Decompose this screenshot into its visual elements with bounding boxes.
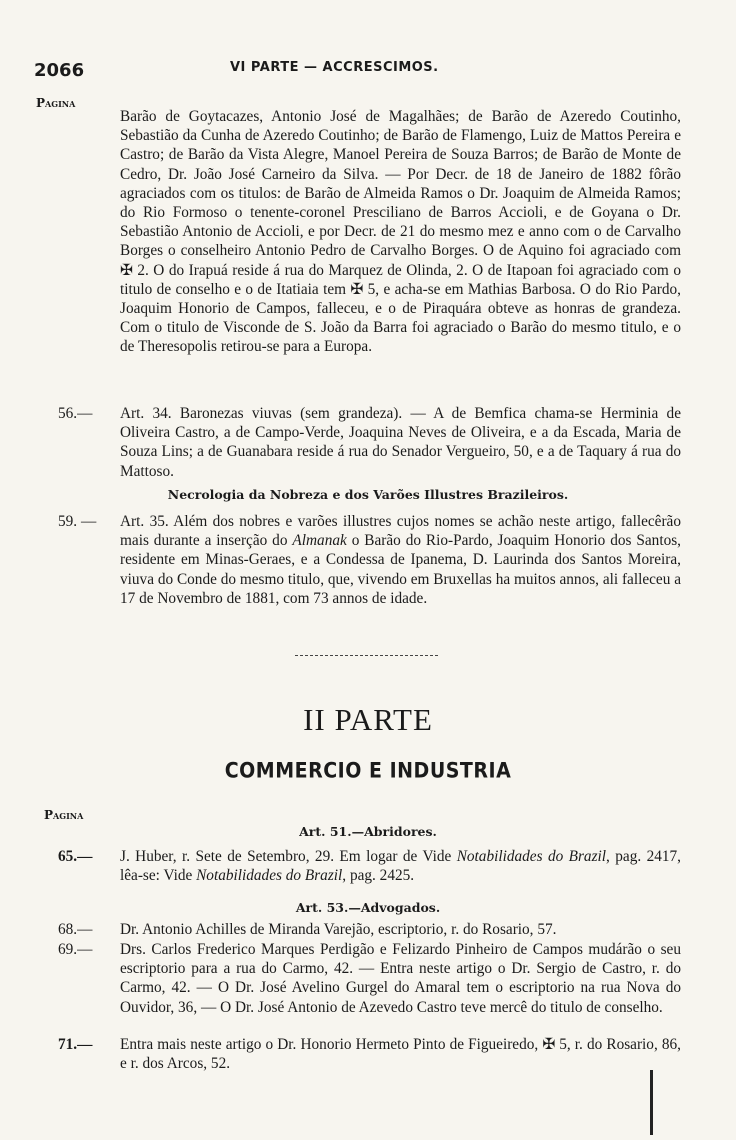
entry-65 [58,847,681,885]
necrologia-heading: Necrologia da Nobreza e dos Varões Illustres Brazileiros. [167,487,569,502]
section-divider [295,655,438,656]
entry-59 [58,512,681,608]
pagina-label: Pagina [36,96,76,110]
almanak-title: Almanak [292,532,347,550]
entry-number: 56.— [58,405,93,422]
art-heading-text: Art. 53.—Advogados. [295,900,441,915]
entry-text [120,847,681,885]
page-number: 2066 [34,60,85,81]
entry-number: 68.— [58,921,93,938]
text-segment: , pag. 2425. [342,867,415,885]
entry-71 [58,1035,681,1073]
ink-mark [650,1070,653,1135]
baroes-paragraph: Barão de Goytacazes, Antonio José de Magalhães; de Barão de Azeredo Coutinho, Sebastião da Cunha de Azeredo Coutinho; de Barão de Flamengo, Luiz de Mattos Pereira e Castro; de Barão da Vista Alegre, Manoel Pereira de Souza Barros; de Barão de Monte de Cedro, Dr. João José Carneiro da Silva. — Por Decr. de 18 de Janeiro de 1882 fôrão agraciados com os titulos: de Barão de Almeida Ramos o Dr. Joaquim de Almeida Ramos; do Rio Formoso o tenente-coronel Presciliano de Barros Accioli, e de Goyana o Dr. Sebastião Antonio de Accioli, e por Decr. de 21 do mesmo mez e anno com o de Carvalho Borges o conselheiro Antonio Pedro de Carvalho Borges. O de Aquino foi agraciado com ✠ 2. O do Irapuá reside á rua do Marquez de Olinda, 2. O de Itapoan foi agraciado com o titulo de conselho e o de Itatiaia tem ✠ 5, e acha-se em Mathias Barbosa. O do Rio Pardo, Joaquim Honorio de Campos, falleceu, e o de Piraquára obteve as honras de grandeza. Com o titulo de Visconde de S. João da Barra foi agraciado o Barão do mesmo titulo, e o de Theresopolis retirou-se para a Europa. [120,108,681,356]
text-segment: J. Huber, r. Sete de Setembro, 29. Em logar de Vide [120,848,457,865]
pagina-label-2: Pagina [44,808,84,822]
entry-text: Drs. Carlos Frederico Marques Perdigão e Felizardo Pinheiro de Campos mudárão o seu escriptorio para a rua do Carmo, 42. — Entra neste artigo o Dr. Sergio de Castro, r. do Carmo, 42. — O Dr. José Avelino Gurgel do Amaral tem o escriptorio na rua Nova do Ouvidor, 36, — O Dr. José Antonio de Azevedo Castro teve mercê do titulo de conselho. [120,941,681,1016]
running-head: VI PARTE — ACCRESCIMOS. [230,60,439,75]
entry-number: 65.— [58,848,93,865]
entry-text: Art. 34. Baronezas viuvas (sem grandeza). — A de Bemfica chama-se Herminia de Oliveira Castro, a de Campo-Verde, Joaquina Neves de Oliveira, e a da Escada, Maria de Souza Lins; a de Guanabara reside á rua do Senador Vergueiro, 50, e a de Taquary á rua do Mattoso. [120,405,681,480]
entry-56 [58,404,681,481]
book-title: Notabilidades do Brazil [456,848,607,865]
book-title: Notabilidades do Brazil [196,867,343,885]
entry-text: Dr. Antonio Achilles de Miranda Varejão, escriptorio, r. do Rosario, 57. [120,921,557,938]
text-segment: , pag. 2417, lêa-se: Vide [120,848,682,885]
art-51-heading [0,824,736,840]
entry-text: Entra mais neste artigo o Dr. Honorio Hermeto Pinto de Figueiredo, ✠ 5, r. do Rosario, 86, e r. dos Arcos, 52. [120,1036,681,1073]
entry-69 [58,940,681,1017]
art-heading-text: Art. 51.—Abridores. [299,824,437,839]
entry-number: 71.— [58,1036,93,1053]
section-title: COMMERCIO E INDUSTRIA [224,758,512,784]
part-title: II PARTE [303,702,433,737]
text-segment: o Barão do Rio-Pardo, Joaquim Honorio dos Santos, residente em Minas-Geraes, e a Condessa de Ipanema, D. Laurinda dos Santos Moreira, viuva do Conde do mesmo titulo, que, vivendo em Bruxellas ha muitos annos, ali falleceu a 17 de Novembro de 1881, com 73 annos de idade. [120,532,681,607]
entry-number: 59. — [58,513,97,530]
art-53-heading [0,900,736,916]
entry-number: 69.— [58,941,93,958]
text-segment: Art. 35. Além dos nobres e varões illustres cujos nomes se achão neste artigo, fallecêrão mais durante a inserção do [120,513,681,550]
entry-68 [58,920,681,939]
entry-text [120,512,681,608]
